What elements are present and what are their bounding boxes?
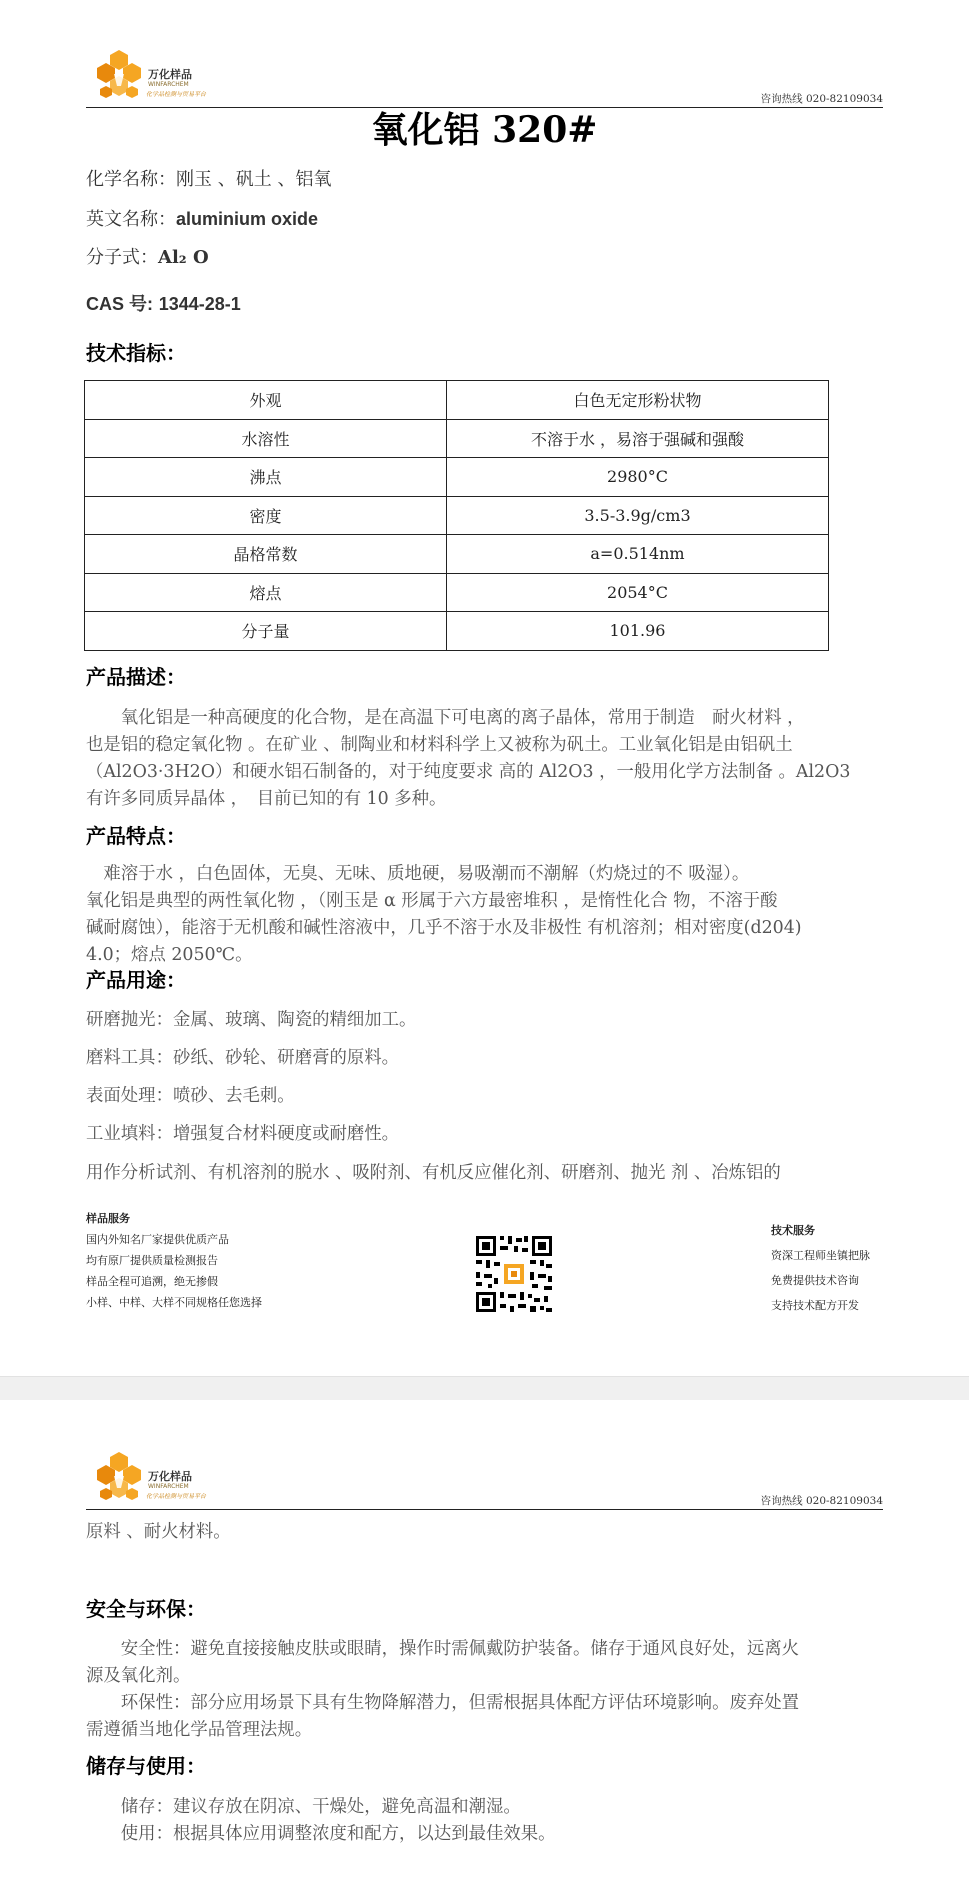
tech-service-line: 支持技术配方开发 — [771, 1299, 859, 1312]
description-paragraph — [86, 705, 886, 813]
brand-tagline: 化学品检测与贸易平台 — [146, 91, 207, 98]
safety-paragraph — [86, 1636, 886, 1744]
storage-line: 使用：根据具体应用调整浓度和配方，以达到最佳效果。 — [86, 1824, 556, 1844]
company-logo-icon — [94, 48, 144, 98]
table-row — [85, 458, 829, 497]
features-heading: 产品特点： — [86, 824, 186, 848]
description-line: 氧化铝是一种高硬度的化合物，是在高温下可电离的离子晶体，常用于制造 耐火材料 ， — [86, 708, 805, 728]
hotline-text: 咨询热线 020-82109034 — [760, 93, 883, 105]
table-row — [85, 573, 829, 612]
spec-key: 晶格常数 — [85, 535, 447, 574]
tech-service-line: 免费提供技术咨询 — [771, 1274, 859, 1287]
feature-line: 碱耐腐蚀），能溶于无机酸和碱性溶液中，几乎不溶于水及非极性 有机溶剂；相对密度(d204) — [86, 918, 802, 938]
cas-value: 1344-28-1 — [158, 294, 241, 314]
spec-key: 外观 — [85, 381, 447, 420]
cas-line — [86, 291, 241, 318]
spec-value: a=0.514nm — [447, 535, 829, 574]
table-row — [85, 496, 829, 535]
storage-heading: 储存与使用： — [86, 1754, 206, 1778]
safety-line: 需遵循当地化学品管理法规。 — [86, 1720, 313, 1740]
english-name-label: 英文名称： — [86, 209, 176, 230]
spec-key: 水溶性 — [85, 419, 447, 458]
tech-service-title: 技术服务 — [771, 1224, 815, 1237]
company-logo-icon — [94, 1450, 144, 1500]
spec-key: 密度 — [85, 496, 447, 535]
chemical-name-value: 刚玉 、矾土 、铝氧 — [176, 169, 332, 190]
brand-tagline: 化学品检测与贸易平台 — [146, 1493, 207, 1500]
spec-table — [84, 380, 829, 651]
brand-name: 万化样品 — [148, 1470, 192, 1483]
document-page-2 — [0, 1400, 969, 1885]
page-separator — [0, 1376, 969, 1401]
spec-value: 2980°C — [447, 458, 829, 497]
spec-key: 熔点 — [85, 573, 447, 612]
usage-item: 工业填料：增强复合材料硬度或耐磨性。 — [86, 1124, 400, 1144]
tech-service-line: 资深工程师坐镇把脉 — [771, 1249, 870, 1262]
table-row — [85, 381, 829, 420]
description-line: 有许多同质异晶体 ， 目前已知的有 10 多种。 — [86, 789, 447, 809]
table-row — [85, 419, 829, 458]
brand-subtitle: WINFARCHEM — [148, 1483, 189, 1490]
hotline-text: 咨询热线 020-82109034 — [760, 1495, 883, 1507]
storage-line: 储存：建议存放在阴凉、干燥处，避免高温和潮湿。 — [86, 1797, 521, 1817]
tech-heading: 技术指标： — [86, 341, 186, 365]
spec-value: 白色无定形粉状物 — [447, 381, 829, 420]
formula-line — [86, 245, 209, 271]
usage-item: 磨料工具：砂纸、砂轮、研磨膏的原料。 — [86, 1048, 400, 1068]
spec-value: 101.96 — [447, 612, 829, 651]
spec-value: 3.5-3.9g/cm3 — [447, 496, 829, 535]
features-paragraph — [86, 861, 886, 969]
english-name-value: aluminium oxide — [176, 209, 319, 229]
sample-service-line: 均有原厂提供质量检测报告 — [86, 1254, 218, 1267]
usage-item: 用作分析试剂、有机溶剂的脱水 、吸附剂、有机反应催化剂、研磨剂、抛光 剂 、冶炼铝的 — [86, 1163, 781, 1183]
sample-service-line: 小样、中样、大样不同规格任您选择 — [86, 1296, 262, 1309]
safety-line: 源及氧化剂。 — [86, 1666, 191, 1686]
formula-label: 分子式： — [86, 247, 158, 268]
chemical-name-line — [86, 167, 331, 193]
sample-service-line: 样品全程可追溯，绝无掺假 — [86, 1275, 218, 1288]
safety-line: 环保性：部分应用场景下具有生物降解潜力，但需根据具体配方评估环境影响。废弃处置 — [86, 1693, 800, 1713]
spec-key: 分子量 — [85, 612, 447, 651]
safety-line: 安全性：避免直接接触皮肤或眼睛，操作时需佩戴防护装备。储存于通风良好处，远离火 — [86, 1639, 800, 1659]
qr-code-icon — [474, 1234, 554, 1314]
usage-heading: 产品用途： — [86, 968, 186, 992]
tech-service-block — [771, 1218, 870, 1318]
formula-value: Al₂ O — [158, 247, 209, 268]
usage-item: 研磨抛光：金属、玻璃、陶瓷的精细加工。 — [86, 1010, 417, 1030]
sample-service-line: 国内外知名厂家提供优质产品 — [86, 1233, 229, 1246]
storage-paragraph — [86, 1794, 886, 1848]
spec-key: 沸点 — [85, 458, 447, 497]
table-row — [85, 535, 829, 574]
cas-label: CAS 号: — [86, 294, 153, 314]
table-row — [85, 612, 829, 651]
description-line: （Al2O3·3H2O）和硬水铝石制备的，对于纯度要求 高的 Al2O3 ，一般用化学方法制备 。Al2O3 — [86, 762, 851, 782]
brand-name: 万化样品 — [148, 68, 192, 81]
sample-service-block — [86, 1208, 262, 1313]
feature-line: 氧化铝是典型的两性氧化物 ，（刚玉是 α 形属于六方最密堆积 ，是惰性化合 物，不溶于酸 — [86, 891, 778, 911]
chemical-name-label: 化学名称： — [86, 169, 176, 190]
brand-subtitle: WINFARCHEM — [148, 81, 189, 88]
english-name-line — [86, 206, 318, 233]
spec-value: 2054°C — [447, 573, 829, 612]
usage-item-continued: 原料 、耐火材料。 — [86, 1522, 231, 1542]
sample-service-title: 样品服务 — [86, 1212, 130, 1225]
description-line: 也是铝的稳定氧化物 。在矿业 、制陶业和材料科学上又被称为矾土。工业氧化铝是由铝矾土 — [86, 735, 793, 755]
description-heading: 产品描述： — [86, 665, 186, 689]
header-divider — [86, 1509, 883, 1510]
page-title: 氧化铝 320# — [371, 109, 598, 151]
safety-heading: 安全与环保： — [86, 1597, 206, 1621]
feature-line: 难溶于水 ，白色固体，无臭、无味、质地硬，易吸潮而不潮解（灼烧过的不 吸湿）。 — [86, 864, 750, 884]
feature-line: 4.0；熔点 2050℃。 — [86, 945, 253, 965]
spec-value: 不溶于水 ，易溶于强碱和强酸 — [447, 419, 829, 458]
usage-item: 表面处理：喷砂、去毛刺。 — [86, 1086, 295, 1106]
